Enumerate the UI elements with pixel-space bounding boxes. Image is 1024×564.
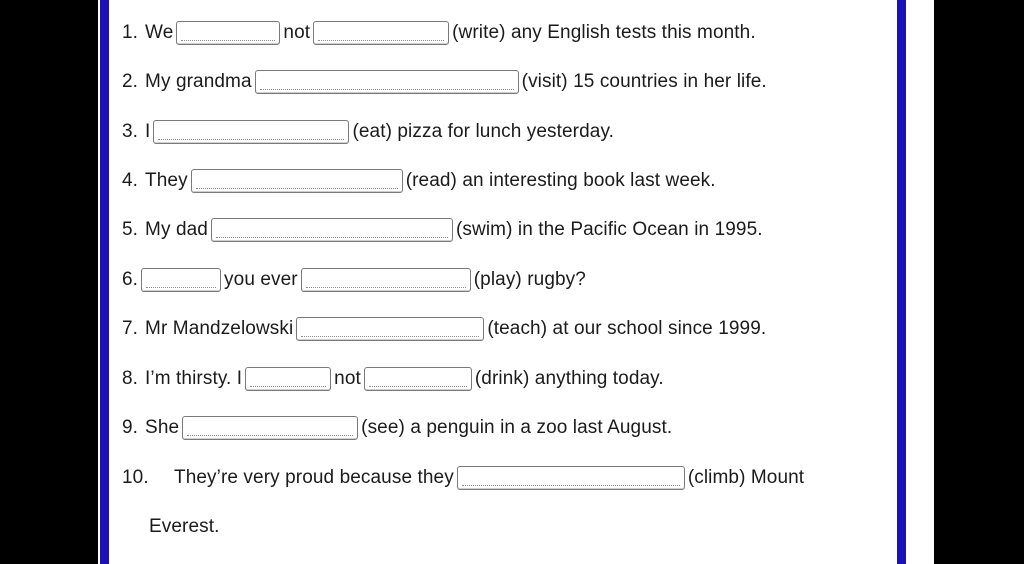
question-text: (see) a penguin in a zoo last August. (361, 417, 673, 438)
question-text: She (145, 417, 180, 438)
question-text: Everest. (149, 516, 220, 537)
question-text: I’m thirsty. I (145, 368, 243, 389)
question-number: 1. (122, 22, 139, 43)
question-text: (read) an interesting book last week. (405, 170, 716, 191)
question-number: 10. (122, 467, 149, 488)
question-text: (eat) pizza for lunch yesterday. (352, 121, 615, 142)
question-number: 7. (122, 318, 139, 339)
question-text: (play) rugby? (473, 269, 586, 290)
question-text: (drink) anything today. (474, 368, 664, 389)
question-10 (122, 461, 804, 495)
answer-blank-3[interactable] (153, 120, 349, 144)
question-text: (visit) 15 countries in her life. (521, 71, 767, 92)
answer-blank-8b[interactable] (364, 367, 472, 391)
question-text: (teach) at our school since 1999. (487, 318, 767, 339)
question-6 (122, 263, 586, 297)
question-text: (swim) in the Pacific Ocean in 1995. (455, 219, 763, 240)
answer-blank-5[interactable] (211, 218, 453, 242)
page-border-right (897, 0, 906, 564)
question-number: 9. (122, 417, 139, 438)
question-number: 4. (122, 170, 139, 191)
question-text: Mr Mandzelowski (145, 318, 294, 339)
question-number: 3. (122, 121, 139, 142)
question-2 (122, 65, 767, 99)
answer-blank-2[interactable] (255, 70, 519, 94)
question-number: 2. (122, 71, 139, 92)
answer-blank-10[interactable] (457, 466, 685, 490)
answer-blank-7[interactable] (296, 317, 484, 341)
question-4 (122, 164, 716, 198)
answer-blank-1b[interactable] (313, 21, 449, 45)
page-border-left (100, 0, 109, 564)
question-1 (122, 16, 756, 50)
question-text: We (145, 22, 174, 43)
question-text: not (334, 368, 361, 389)
answer-blank-6b[interactable] (301, 268, 471, 292)
question-number: 6. (122, 269, 139, 290)
question-text: They (145, 170, 188, 191)
answer-blank-6a[interactable] (141, 268, 221, 292)
question-text: (climb) Mount (687, 467, 805, 488)
answer-blank-1a[interactable] (176, 21, 280, 45)
question-text: They’re very proud because they (174, 467, 454, 488)
question-text: I (145, 121, 151, 142)
question-number: 8. (122, 368, 139, 389)
answer-blank-8a[interactable] (245, 367, 331, 391)
answer-blank-9[interactable] (182, 416, 358, 440)
question-text: (write) any English tests this month. (452, 22, 756, 43)
question-text: My dad (145, 219, 208, 240)
answer-blank-4[interactable] (191, 169, 403, 193)
question-8 (122, 362, 664, 396)
question-9 (122, 411, 672, 445)
question-text: not (283, 22, 311, 43)
question-10-continued (149, 510, 220, 544)
question-text: you ever (224, 269, 298, 290)
question-7 (122, 312, 766, 346)
question-3 (122, 115, 614, 149)
question-number: 5. (122, 219, 139, 240)
question-text: My grandma (145, 71, 252, 92)
question-5 (122, 213, 763, 247)
